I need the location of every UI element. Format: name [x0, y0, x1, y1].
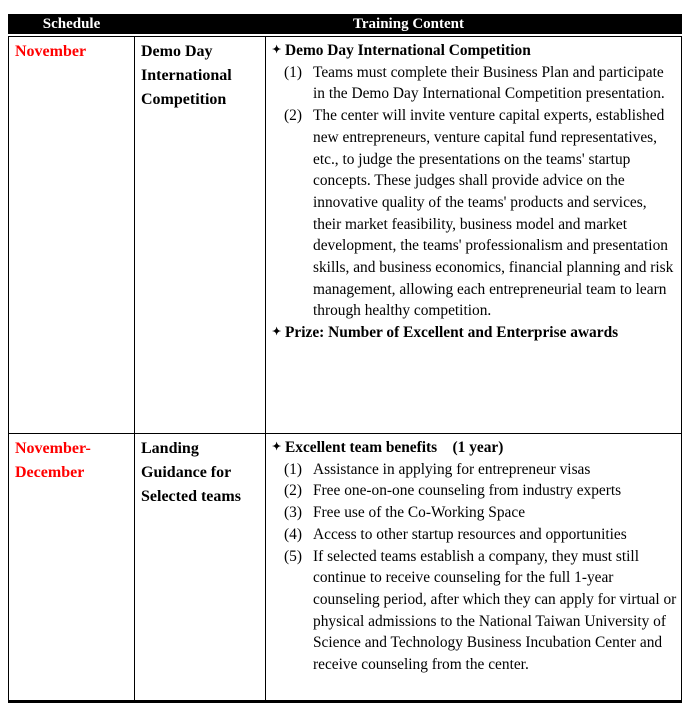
numbered-item [272, 480, 677, 502]
numbered-item-marker: (2) [284, 107, 302, 125]
bullet-item [272, 437, 677, 459]
bullet-item-text: Prize: Number of Excellent and Enterprise awards [285, 324, 619, 342]
header-schedule: Schedule [42, 15, 101, 32]
table-header-row [8, 14, 682, 34]
numbered-item [272, 524, 677, 546]
numbered-item-marker: (1) [284, 63, 302, 81]
numbered-item-marker: (5) [284, 547, 302, 565]
numbered-item-text: If selected teams establish a company, they must still continue to receive counseling for the full 1-year counseling period, after which they can apply for virtual or physical admissions to the National Taiwan University of Science and Technology Business Incubation Center and receive counseling from the center. [313, 547, 677, 674]
numbered-item-marker: (2) [284, 482, 302, 500]
table-body [8, 36, 682, 703]
numbered-item-text: Teams must complete their Business Plan and participate in the Demo Day International Competition presentation. [313, 63, 665, 103]
numbered-item [272, 459, 677, 481]
content-cell [266, 37, 681, 433]
numbered-item [272, 105, 677, 322]
diamond-bullet-icon: ✦ [272, 44, 282, 56]
bullet-item-text: Demo Day International Competition [285, 42, 531, 59]
schedule-cell: November-December [9, 434, 135, 700]
table-row-november-december [9, 433, 681, 700]
content-cell [266, 434, 681, 700]
schedule-training-table [8, 14, 682, 703]
table-row-november [9, 37, 681, 433]
topic-cell: Landing Guidance for Selected teams [135, 434, 266, 700]
bullet-item [272, 40, 677, 62]
bullet-item [272, 322, 677, 344]
numbered-item [272, 62, 677, 105]
numbered-item-text: Free one-on-one counseling from industry experts [313, 482, 622, 500]
numbered-item-text: Assistance in applying for entrepreneur visas [313, 460, 591, 478]
numbered-item-marker: (3) [284, 504, 302, 522]
numbered-item-marker: (4) [284, 525, 302, 543]
diamond-bullet-icon: ✦ [272, 441, 282, 453]
schedule-cell: November [9, 37, 135, 433]
numbered-item-marker: (1) [284, 460, 302, 478]
bullet-item-text: Excellent team benefits (1 year) [285, 439, 504, 456]
numbered-item [272, 546, 677, 676]
header-training-content: Training Content [353, 15, 464, 32]
numbered-item-text: Access to other startup resources and opportunities [313, 525, 627, 543]
numbered-item [272, 502, 677, 524]
numbered-item-text: The center will invite venture capital experts, established new entrepreneurs, venture capital fund representatives, etc., to judge the presentations on the teams' startup concepts. These judges shall provide advice on the innovative quality of the teams' products and services, their market feasibility, business model and market development, the teams' professionalism and presentation skills, and business economics, financial planning and risk management, allowing each entrepreneurial team to learn through healthy competition. [313, 107, 674, 320]
topic-cell: Demo Day International Competition [135, 37, 266, 433]
numbered-item-text: Free use of the Co-Working Space [313, 504, 526, 522]
diamond-bullet-icon: ✦ [272, 326, 282, 339]
